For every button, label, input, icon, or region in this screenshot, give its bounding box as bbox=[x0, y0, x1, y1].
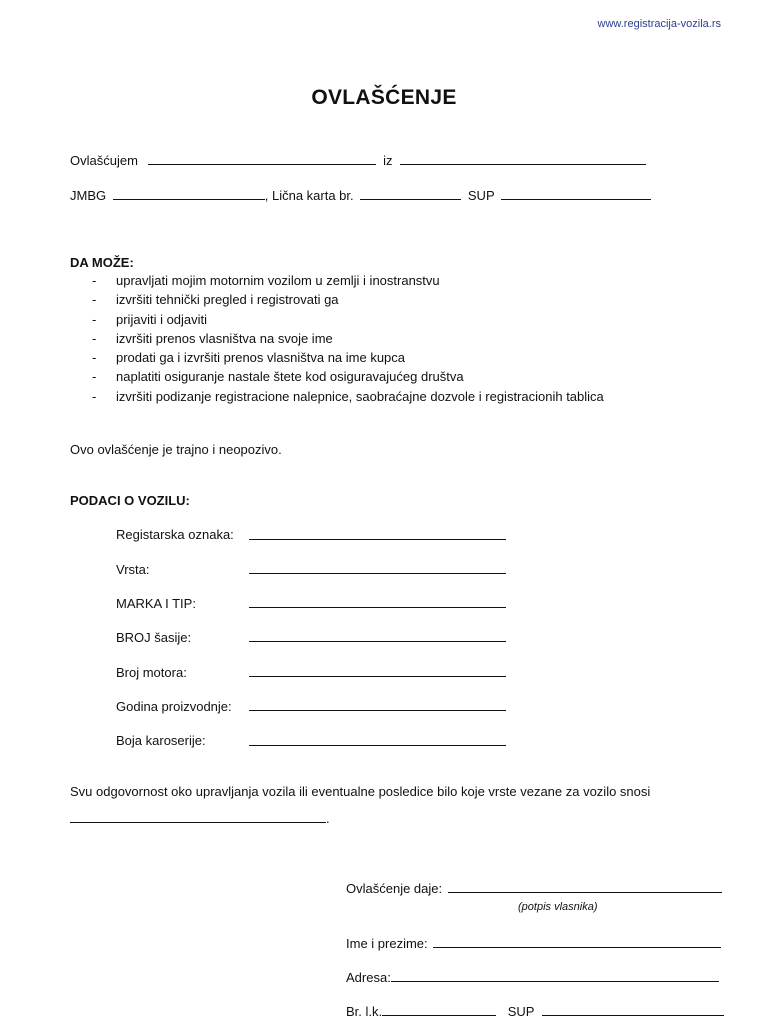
jmbg-field[interactable] bbox=[113, 188, 265, 200]
website-url: www.registracija-vozila.rs bbox=[597, 18, 721, 30]
chassis-field[interactable] bbox=[249, 641, 506, 642]
name-row bbox=[346, 936, 721, 951]
list-item: - upravljati mojim motornim vozilom u zemlji i inostranstvu bbox=[70, 271, 604, 290]
type-field[interactable] bbox=[249, 573, 506, 574]
from-label: iz bbox=[383, 153, 393, 168]
address-row bbox=[346, 970, 719, 985]
owner-signature-field[interactable] bbox=[448, 881, 722, 893]
authorizer-row bbox=[70, 153, 646, 168]
list-item: - naplatiti osiguranje nastale štete kod osiguravajućeg društva bbox=[70, 367, 604, 386]
id-card-label: , Lična karta br. bbox=[264, 188, 354, 203]
signature-note: (potpis vlasnika) bbox=[518, 901, 598, 913]
jmbg-label: JMBG bbox=[70, 188, 107, 203]
authorizer-name-field[interactable] bbox=[148, 153, 376, 165]
make-model-field[interactable] bbox=[249, 607, 506, 608]
year-field[interactable] bbox=[249, 710, 506, 711]
color-label: Boja karoserije: bbox=[116, 733, 206, 748]
authorizer-place-field[interactable] bbox=[400, 153, 646, 165]
year-label: Godina proizvodnje: bbox=[116, 699, 232, 714]
permissions-heading: DA MOŽE: bbox=[70, 255, 134, 270]
list-item: - prodati ga i izvršiti prenos vlasništva na ime kupca bbox=[70, 348, 604, 367]
color-field[interactable] bbox=[249, 745, 506, 746]
liability-end: . bbox=[326, 811, 330, 826]
full-name-field[interactable] bbox=[433, 936, 721, 948]
idcard-label: Br. l.k. bbox=[346, 1004, 383, 1019]
list-item: - izvršiti tehnički pregled i registrovati ga bbox=[70, 290, 604, 309]
sup-sign-field[interactable] bbox=[542, 1004, 724, 1016]
id-card-field[interactable] bbox=[360, 188, 461, 200]
address-field[interactable] bbox=[391, 970, 719, 982]
chassis-label: BROJ šasije: bbox=[116, 630, 192, 645]
sup-label: SUP bbox=[467, 188, 495, 203]
liability-row bbox=[70, 811, 330, 826]
giver-label: Ovlašćenje daje: bbox=[346, 881, 443, 896]
sup-field[interactable] bbox=[501, 188, 651, 200]
list-item: - izvršiti prenos vlasništva na svoje ime bbox=[70, 329, 604, 348]
sup-sign-label: SUP bbox=[507, 1004, 535, 1019]
vehicle-heading: PODACI O VOZILU: bbox=[70, 493, 190, 508]
liability-text: Svu odgovornost oko upravljanja vozila ili eventualne posledice bilo koje vrste vezane za vozilo snosi bbox=[70, 784, 651, 799]
liability-person-field[interactable] bbox=[70, 811, 326, 823]
engine-field[interactable] bbox=[249, 676, 506, 677]
engine-label: Broj motora: bbox=[116, 665, 187, 680]
document-title: OVLAŠĆENJE bbox=[311, 86, 457, 109]
make-model-label: MARKA I TIP: bbox=[116, 596, 196, 611]
list-item: - prijaviti i odjaviti bbox=[70, 310, 604, 329]
registration-label: Registarska oznaka: bbox=[116, 527, 234, 542]
registration-field[interactable] bbox=[249, 539, 506, 540]
idcard-field[interactable] bbox=[382, 1004, 496, 1016]
id-row bbox=[70, 188, 651, 203]
idcard-row bbox=[346, 1004, 724, 1019]
type-label: Vrsta: bbox=[116, 562, 150, 577]
validity-statement: Ovo ovlašćenje je trajno i neopozivo. bbox=[70, 442, 282, 457]
list-item: - izvršiti podizanje registracione nalepnice, saobraćajne dozvole i registracionih tablica bbox=[70, 387, 604, 406]
full-name-label: Ime i prezime: bbox=[346, 936, 428, 951]
permissions-list bbox=[70, 271, 604, 406]
address-label: Adresa: bbox=[346, 970, 391, 985]
giver-row bbox=[346, 881, 722, 896]
authorizer-label: Ovlašćujem bbox=[70, 153, 138, 168]
